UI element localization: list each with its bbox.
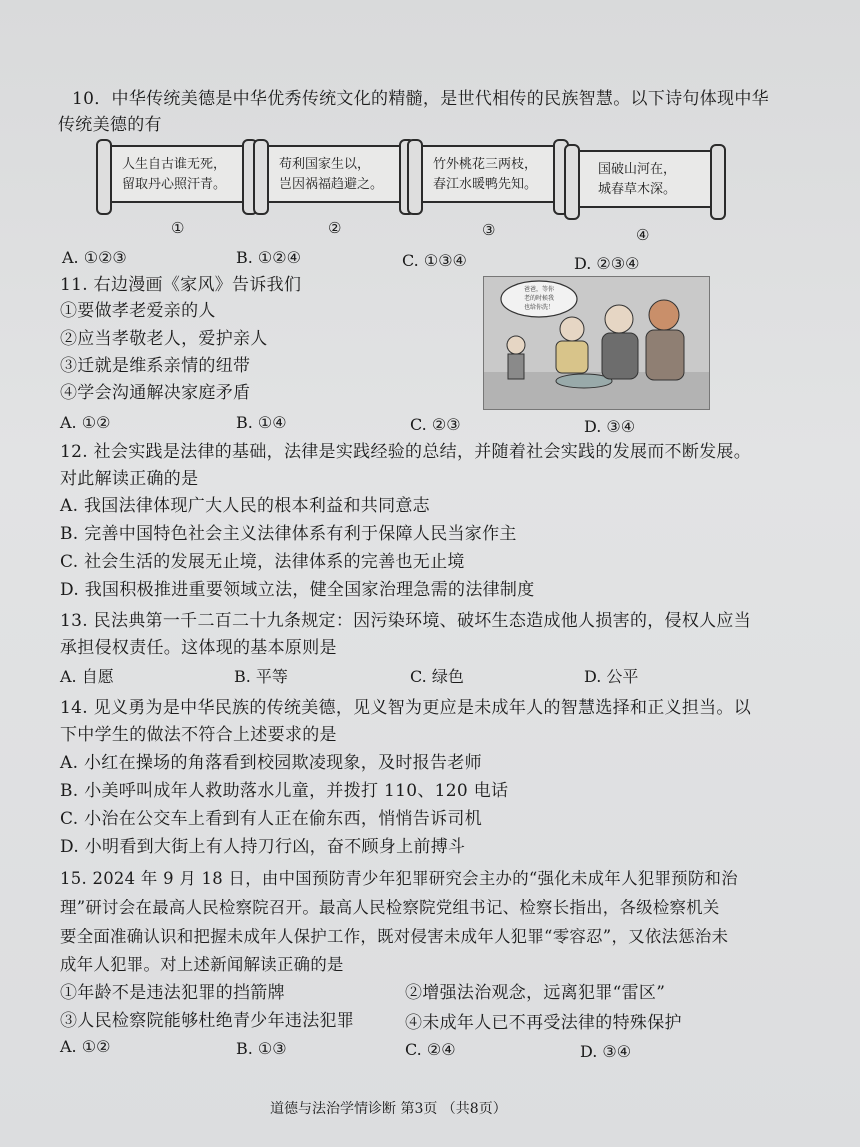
q15-option-c[interactable]: C. ②④ xyxy=(405,1040,456,1059)
q11-item-4: ④学会沟通解决家庭矛盾 xyxy=(60,383,251,403)
poem-number-3: ③ xyxy=(482,221,496,239)
q10-option-a[interactable]: A. ①②③ xyxy=(62,248,127,267)
q14-option-b[interactable]: B. 小美呼叫成年人救助落水儿童，并拨打 110、120 电话 xyxy=(60,781,509,801)
q14-stem-line2: 下中学生的做法不符合上述要求的是 xyxy=(60,725,337,745)
poem-2-line1: 苟利国家生以， xyxy=(279,157,371,172)
poem-number-1: ① xyxy=(171,219,185,237)
q12-stem-line1: 12. 社会实践是法律的基础，法律是实践经验的总结，并随着社会实践的发展而不断发展。 xyxy=(60,442,752,462)
q12-option-d[interactable]: D. 我国积极推进重要领域立法，健全国家治理急需的法律制度 xyxy=(60,580,535,600)
q12-option-b[interactable]: B. 完善中国特色社会主义法律体系有利于保障人民当家作主 xyxy=(60,524,517,544)
poem-scroll-3 xyxy=(417,145,559,203)
q15-option-a[interactable]: A. ①② xyxy=(60,1037,111,1056)
q11-item-1: ①要做孝老爱亲的人 xyxy=(60,301,216,321)
q10-option-c[interactable]: C. ①③④ xyxy=(402,251,467,270)
bubble-text-2: 老的时候我 xyxy=(523,295,555,302)
poem-2-line2: 岂因祸福趋避之。 xyxy=(279,177,384,192)
q15-item-2: ②增强法治观念，远离犯罪“雷区” xyxy=(405,983,666,1003)
poem-1-line1: 人生自古谁无死， xyxy=(122,157,227,172)
poem-4-line1: 国破山河在， xyxy=(598,162,677,177)
q15-stem-line4: 成年人犯罪。对上述新闻解读正确的是 xyxy=(60,955,344,974)
poem-number-4: ④ xyxy=(636,226,650,244)
poem-number-2: ② xyxy=(328,219,342,237)
q11-item-2: ②应当孝敬老人，爱护亲人 xyxy=(60,329,268,349)
q10-stem-line1: 10．中华传统美德是中华优秀传统文化的精髓，是世代相传的民族智慧。以下诗句体现中华 xyxy=(72,89,769,109)
q11-option-a[interactable]: A. ①② xyxy=(60,413,111,432)
q15-option-b[interactable]: B. ①③ xyxy=(236,1039,287,1058)
q13-stem-line2: 承担侵权责任。这体现的基本原则是 xyxy=(60,638,337,658)
q14-stem-line1: 14. 见义勇为是中华民族的传统美德，见义智为更应是未成年人的智慧选择和正义担当。以 xyxy=(60,698,752,718)
family-cartoon-image xyxy=(483,276,710,410)
q11-option-d[interactable]: D. ③④ xyxy=(584,417,636,436)
q14-option-d[interactable]: D. 小明看到大街上有人持刀行凶，奋不顾身上前搏斗 xyxy=(60,837,466,857)
family-cartoon-illustration xyxy=(484,277,709,409)
q13-option-a[interactable]: A. 自愿 xyxy=(60,667,114,686)
q13-option-c[interactable]: C. 绿色 xyxy=(410,667,464,686)
q10-option-d[interactable]: D. ②③④ xyxy=(574,254,640,273)
q10-option-b[interactable]: B. ①②④ xyxy=(236,248,301,267)
q15-stem-line3: 要全面准确认识和把握未成年人保护工作，既对侵害未成年人犯罪“零容忍”，又依法惩治未 xyxy=(60,927,729,946)
q15-stem-line2: 理”研讨会在最高人民检察院召开。最高人民检察院党组书记、检察长指出，各级检察机关 xyxy=(60,898,720,917)
q15-item-3: ③人民检察院能够杜绝青少年违法犯罪 xyxy=(60,1011,355,1031)
q13-option-d[interactable]: D. 公平 xyxy=(584,667,639,686)
poem-3-line1: 竹外桃花三两枝， xyxy=(433,157,538,172)
q15-item-4: ④未成年人已不再受法律的特殊保护 xyxy=(405,1013,682,1033)
poem-scroll-2 xyxy=(263,145,405,203)
bubble-text-3: 也给你洗！ xyxy=(523,304,555,311)
q15-option-d[interactable]: D. ③④ xyxy=(580,1042,632,1061)
q14-option-c[interactable]: C. 小治在公交车上看到有人正在偷东西，悄悄告诉司机 xyxy=(60,809,483,829)
q12-option-c[interactable]: C. 社会生活的发展无止境，法律体系的完善也无止境 xyxy=(60,552,465,572)
q13-option-b[interactable]: B. 平等 xyxy=(234,667,288,686)
poem-scroll-1 xyxy=(106,145,248,203)
q12-stem-line2: 对此解读正确的是 xyxy=(60,469,199,489)
poem-scroll-4 xyxy=(574,150,716,208)
q11-option-b[interactable]: B. ①④ xyxy=(236,413,287,432)
poem-4-line2: 城春草木深。 xyxy=(598,182,677,197)
q15-stem-line1: 15. 2024 年 9 月 18 日，由中国预防青少年犯罪研究会主办的“强化未成年人犯罪预防和治 xyxy=(60,869,738,888)
q11-item-3: ③迁就是维系亲情的纽带 xyxy=(60,356,251,376)
poem-3-line2: 春江水暖鸭先知。 xyxy=(433,177,538,192)
q14-option-a[interactable]: A. 小红在操场的角落看到校园欺凌现象，及时报告老师 xyxy=(60,753,482,773)
poem-1-line2: 留取丹心照汗青。 xyxy=(122,177,227,192)
q10-stem-line2: 传统美德的有 xyxy=(58,115,162,135)
q11-stem: 11. 右边漫画《家风》告诉我们 xyxy=(60,275,302,295)
page-footer: 道德与法治学情诊断 第3页 （共8页） xyxy=(270,1101,507,1117)
q13-stem-line1: 13. 民法典第一千二百二十九条规定：因污染环境、破坏生态造成他人损害的，侵权人应当 xyxy=(60,611,752,631)
q15-item-1: ①年龄不是违法犯罪的挡箭牌 xyxy=(60,983,285,1003)
q12-option-a[interactable]: A. 我国法律体现广大人民的根本利益和共同意志 xyxy=(60,496,430,516)
bubble-text-1: 爸爸，等你 xyxy=(523,286,555,293)
q11-option-c[interactable]: C. ②③ xyxy=(410,415,461,434)
